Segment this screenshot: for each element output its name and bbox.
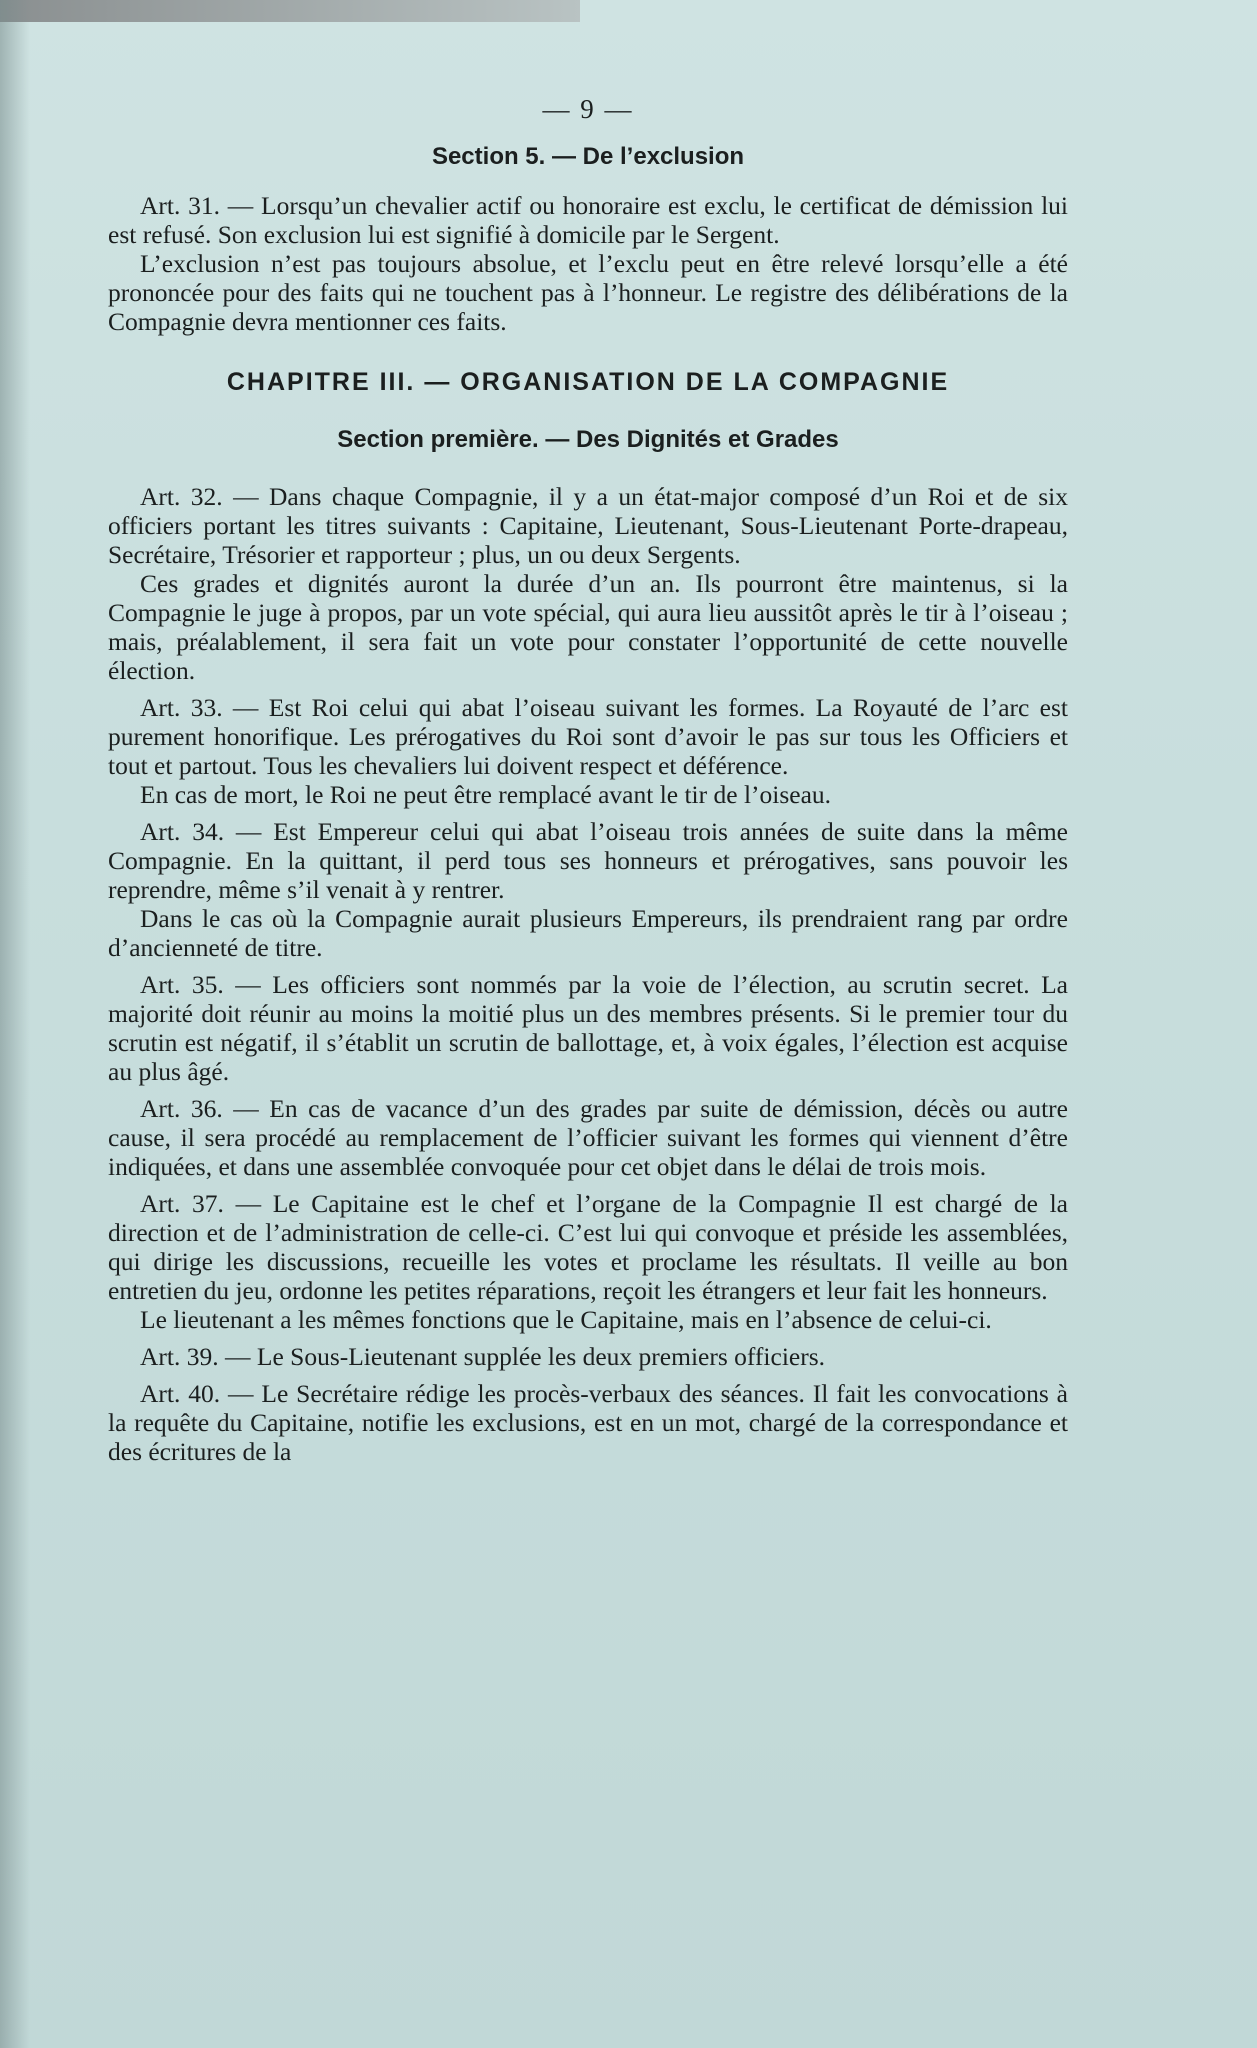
article-32: Art. 32. — Dans chaque Compagnie, il y a un état-major composé d’un Roi et de six officiers portant les titres suivants : Capitaine, Lieutenant, Sous-Lieutenant Porte-drapeau, Secrétaire, Trésorier et rapporteur ; plus, un ou deux Sergents. xyxy=(108,482,1068,569)
section-5-title: Section 5. — De l’exclusion xyxy=(431,143,745,170)
article-32-continued: Ces grades et dignités auront la durée d’un an. Ils pourront être maintenus, si la Compagnie le juge à propos, par un vote spécial, qui aura lieu aussitôt après le tir à l’oiseau ; mais, préalablement, il sera fait un vote pour constater l’opportunité de cette nouvelle élection. xyxy=(108,569,1068,685)
article-36: Art. 36. — En cas de vacance d’un des grades par suite de démission, décès ou autre cause, il sera procédé au remplacement de l’officier suivant les formes qui viennent d’être indiquées, et dans une assemblée convoquée pour cet objet dans le délai de trois mois. xyxy=(108,1094,1068,1181)
article-39: Art. 39. — Le Sous-Lieutenant supplée les deux premiers officiers. xyxy=(140,1342,826,1371)
section-1-title: Section première. — Des Dignités et Grades xyxy=(337,426,839,453)
article-31-continued: L’exclusion n’est pas toujours absolue, et l’exclu peut en être relevé lorsqu’elle a été prononcée pour des faits qui ne touchent pas à l’honneur. Le registre des délibérations de la Compagnie devra mentionner ces faits. xyxy=(108,249,1068,336)
page-content xyxy=(108,95,1068,1466)
article-34-continued: Dans le cas où la Compagnie aurait plusieurs Empereurs, ils prendraient rang par ordre d’ancienneté de titre. xyxy=(108,904,1068,962)
article-40: Art. 40. — Le Secrétaire rédige les procès-verbaux des séances. Il fait les convocations à la requête du Capitaine, notifie les exclusions, est en un mot, chargé de la correspondance et des écritures de la xyxy=(108,1379,1068,1466)
article-33-continued: En cas de mort, le Roi ne peut être remplacé avant le tir de l’oiseau. xyxy=(140,780,832,809)
article-33: Art. 33. — Est Roi celui qui abat l’oiseau suivant les formes. La Royauté de l’arc est purement honorifique. Les prérogatives du Roi sont d’avoir le pas sur tous les Officiers et tout et partout. Tous les chevaliers lui doivent respect et déférence. xyxy=(108,693,1068,780)
article-37: Art. 37. — Le Capitaine est le chef et l’organe de la Compagnie Il est chargé de la direction et de l’administration de celle-ci. C’est lui qui convoque et préside les assemblées, qui dirige les discussions, recueille les votes et proclame les résultats. Il veille au bon entretien du jeu, ordonne les petites réparations, reçoit les étrangers et leur fait les honneurs. xyxy=(108,1189,1068,1305)
chapter-3-title: CHAPITRE III. — ORGANISATION DE LA COMPAGNIE xyxy=(226,368,950,396)
page-binding-shadow xyxy=(0,0,30,2048)
page-number: — 9 — xyxy=(542,94,634,124)
page-edge-shadow xyxy=(0,0,580,22)
article-37-continued: Le lieutenant a les mêmes fonctions que le Capitaine, mais en l’absence de celui-ci. xyxy=(140,1305,992,1334)
article-34: Art. 34. — Est Empereur celui qui abat l’oiseau trois années de suite dans la même Compagnie. En la quittant, il perd tous ses honneurs et prérogatives, sans pouvoir les reprendre, même s’il venait à y rentrer. xyxy=(108,817,1068,904)
article-35: Art. 35. — Les officiers sont nommés par la voie de l’élection, au scrutin secret. La majorité doit réunir au moins la moitié plus un des membres présents. Si le premier tour du scrutin est négatif, il s’établit un scrutin de ballottage, et, à voix égales, l’élection est acquise au plus âgé. xyxy=(108,970,1068,1086)
article-31: Art. 31. — Lorsqu’un chevalier actif ou honoraire est exclu, le certificat de démission lui est refusé. Son exclusion lui est signifié à domicile par le Sergent. xyxy=(108,191,1068,249)
